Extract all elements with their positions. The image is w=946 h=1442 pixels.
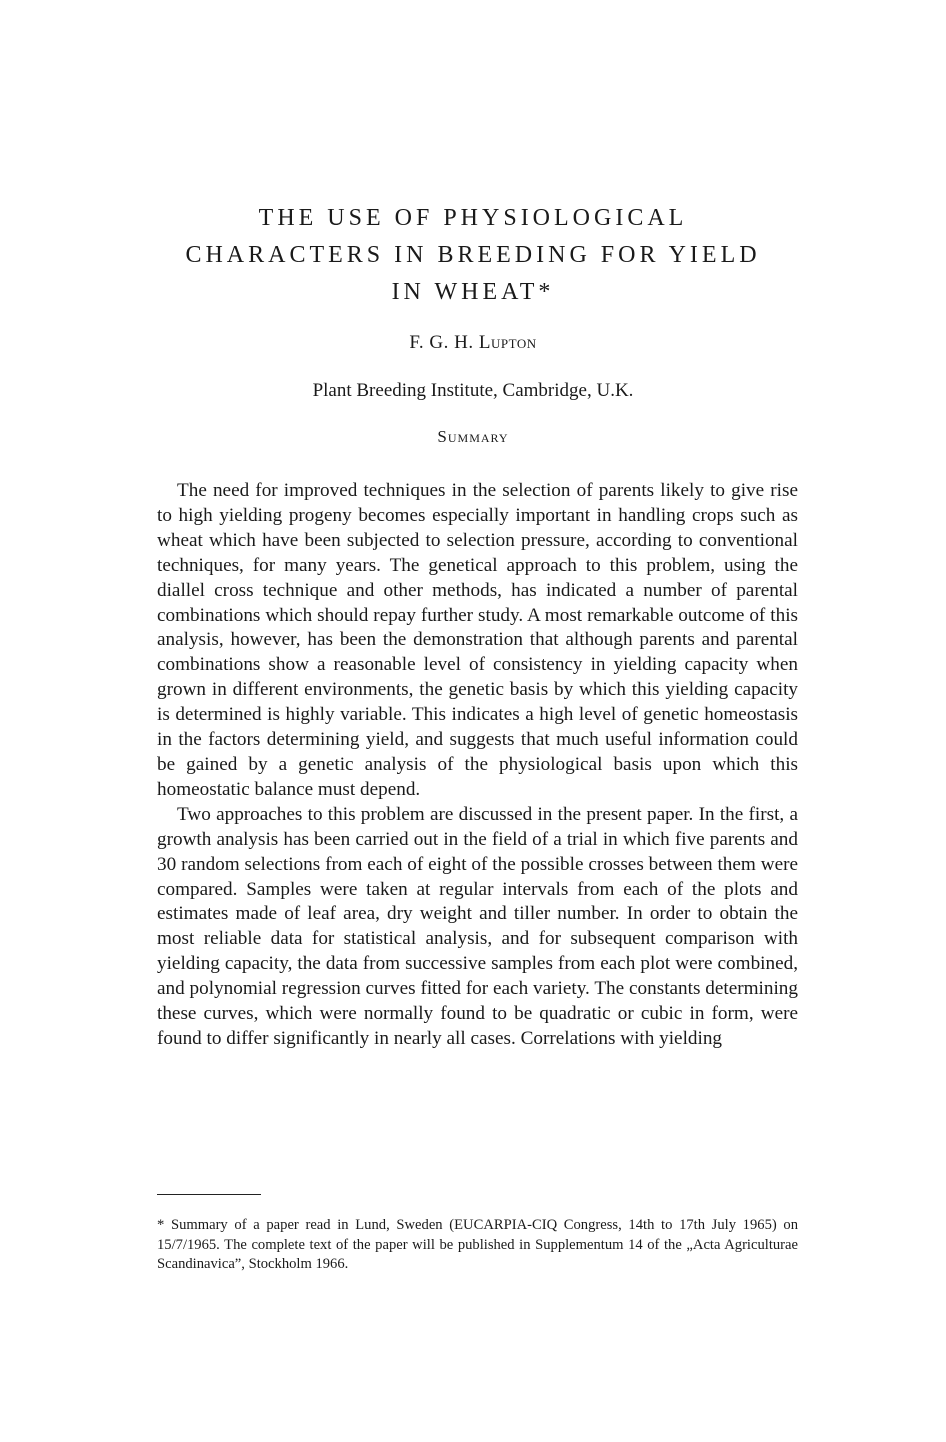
author-line [130,332,816,354]
summary-body [157,479,798,1052]
title-line-3: IN WHEAT* [391,279,555,305]
paragraph-1: The need for improved techniques in the selection of parents likely to give rise to high yielding progeny becomes especially important in handling crops such as wheat which have been subjected to selection pressure, according to conventional techniques, for many years. The genetical approach to this problem, using the diallel cross technique and other methods, has indicated a number of parental combinations which should repay further study. A most remarkable outcome of this analysis, however, has been the demonstration that although parents and parental combinations show a reasonable level of consistency in yielding capacity when grown in different environments, the genetic basis by which this yielding capacity is determined is highly variable. This indicates a high level of genetic homeostasis in the factors determining yield, and suggests that much useful information could be gained by a genetic analysis of the physiological basis upon which this homeostatic balance must depend. [157,480,798,800]
title-line-1: THE USE OF PHYSIOLOGICAL [258,205,688,231]
title-line-2: CHARACTERS IN BREEDING FOR YIELD [185,242,761,268]
footnote: * Summary of a paper read in Lund, Sweden (EUCARPIA-CIQ Congress, 14th to 17th July 1965) on 15/7/1965. The complete text of the paper will be published in Supplementum 14 of the „Acta Agriculturae Scandinavica”, Stockholm 1966. [157,1217,798,1273]
summary-heading: Summary [437,427,509,446]
affiliation: Plant Breeding Institute, Cambridge, U.K. [312,380,634,401]
author-surname: Lupton [478,332,537,353]
paper-title [130,200,816,311]
footnote-divider [157,1194,261,1195]
paragraph-2: Two approaches to this problem are discussed in the present paper. In the first, a growth analysis has been carried out in the field of a trial in which five parents and 30 random selections from each of eight of the possible crosses between them were compared. Samples were taken at regular intervals from each of the plots and estimates made of leaf area, dry weight and tiller number. In order to obtain the most reliable data for statistical analysis, and for subsequent comparison with yielding capacity, the data from successive samples from each plot were combined, and polynomial regression curves fitted for each variety. The constants determining these curves, which were normally found to be quadratic or cubic in form, were found to differ significantly in nearly all cases. Correlations with yielding [157,803,798,1049]
author-initials: F. G. H. [409,332,474,353]
